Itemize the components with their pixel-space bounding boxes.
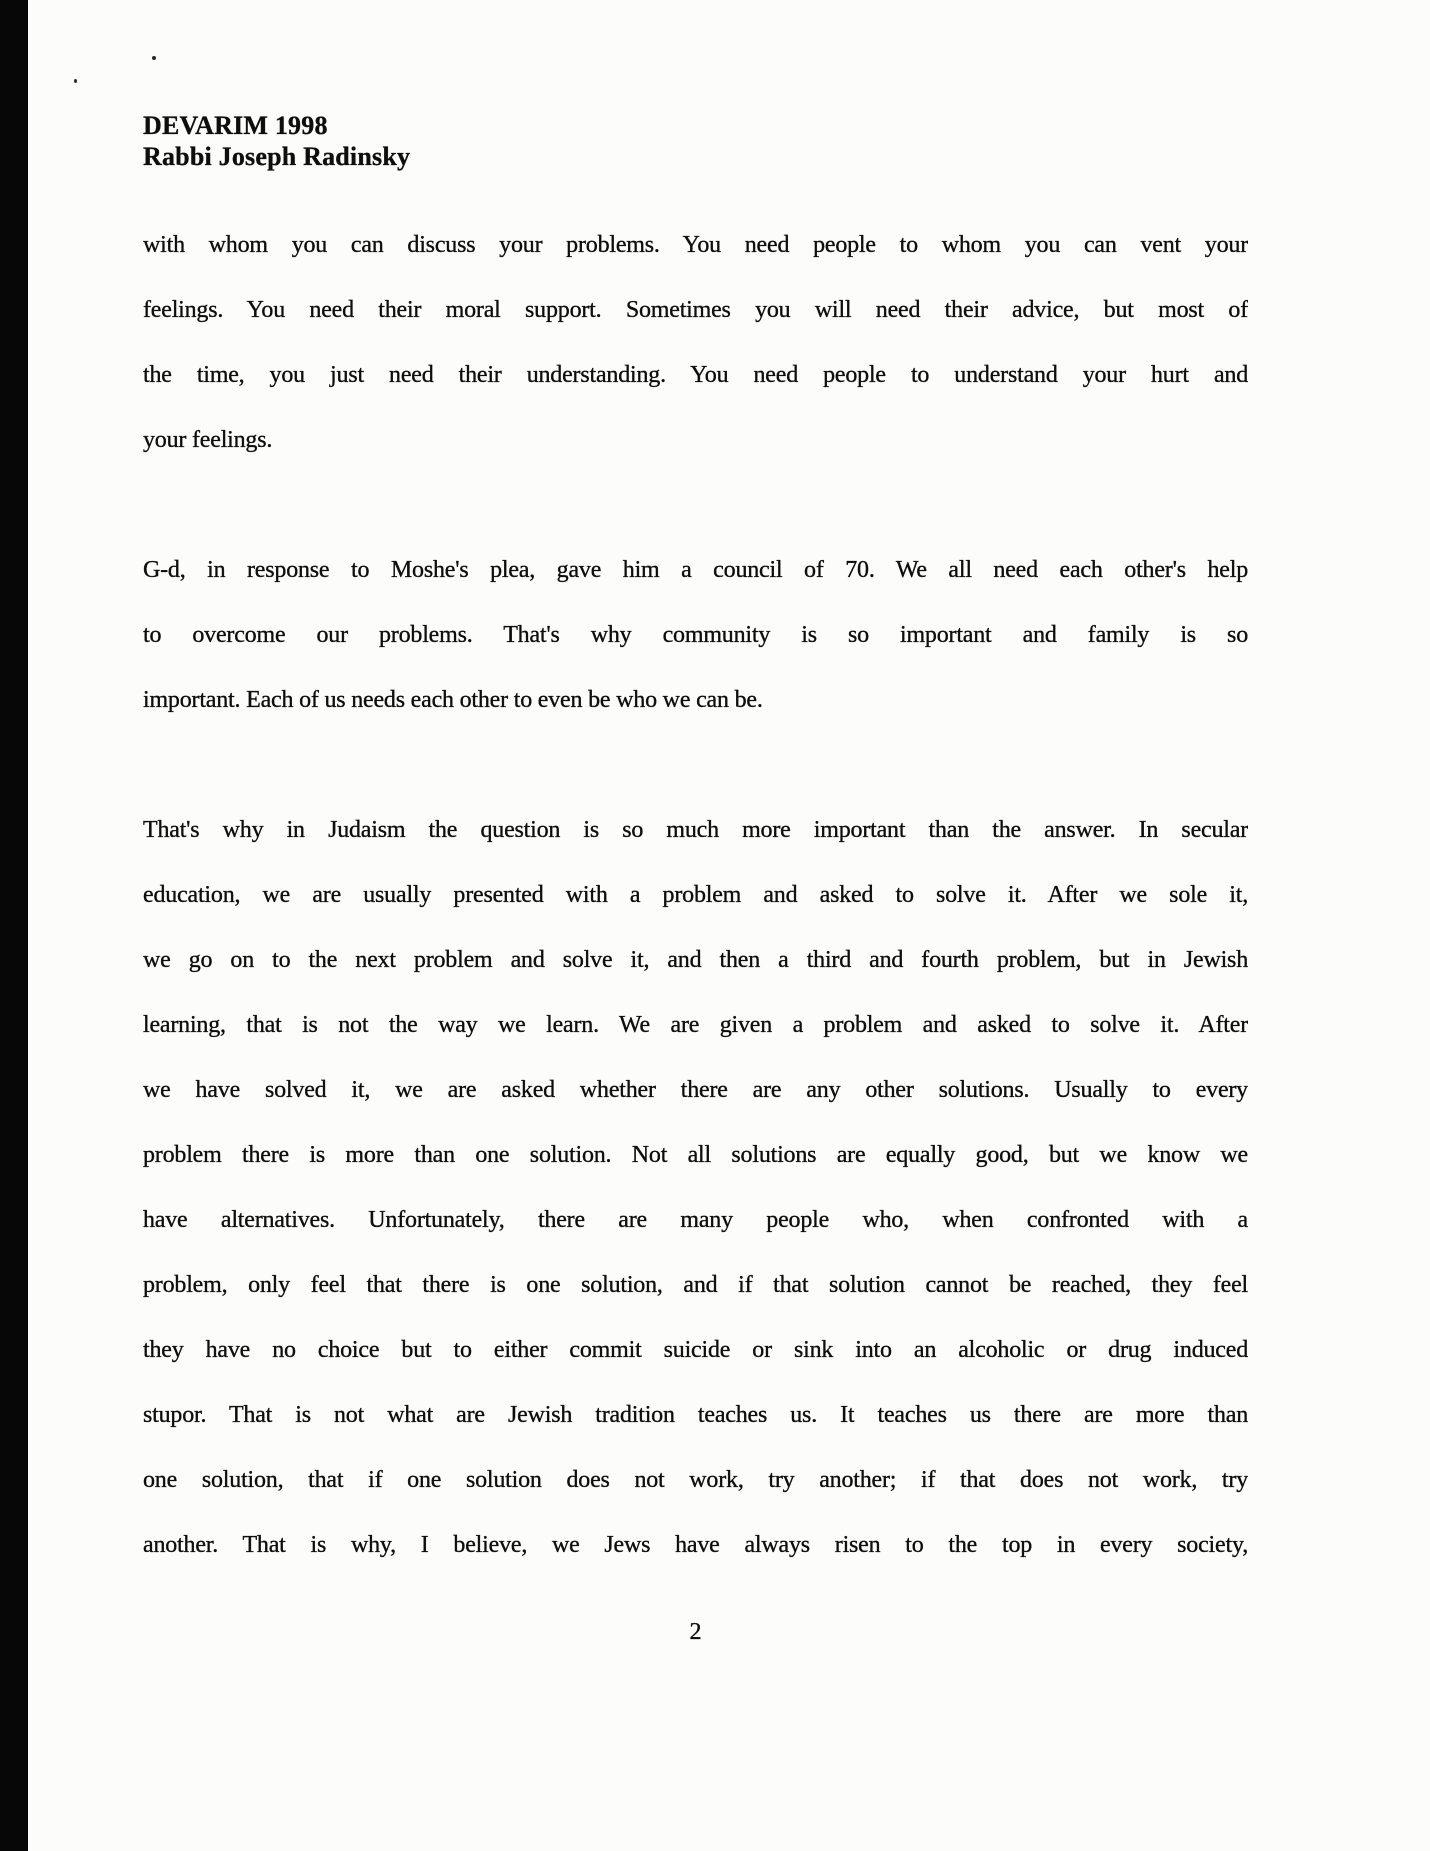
- text-line: education, we are usually presented with a problem and asked to solve it. After we sole it,: [143, 882, 1248, 908]
- text-line: That's why in Judaism the question is so much more important than the answer. In secular: [143, 817, 1248, 843]
- scan-speck: [74, 79, 77, 83]
- text-line: the time, you just need their understanding. You need people to understand your hurt and: [143, 362, 1248, 388]
- text-line: another. That is why, I believe, we Jews have always risen to the top in every society,: [143, 1532, 1248, 1558]
- text-line: important. Each of us needs each other to even be who we can be.: [143, 687, 763, 713]
- page-content: [143, 110, 1248, 1665]
- text-line: G-d, in response to Moshe's plea, gave him a council of 70. We all need each other's help: [143, 557, 1248, 583]
- text-line: with whom you can discuss your problems. You need people to whom you can vent your: [143, 232, 1248, 258]
- text-line: problem there is more than one solution. Not all solutions are equally good, but we know we: [143, 1142, 1248, 1168]
- text-line: one solution, that if one solution does not work, try another; if that does not work, try: [143, 1467, 1248, 1493]
- page-number: 2: [689, 1619, 702, 1645]
- text-line: they have no choice but to either commit suicide or sink into an alcoholic or drug induced: [143, 1337, 1248, 1363]
- scan-edge-artifact: [0, 0, 28, 1851]
- text-line: we go on to the next problem and solve it, and then a third and fourth problem, but in Jewish: [143, 947, 1248, 973]
- text-line: we have solved it, we are asked whether there are any other solutions. Usually to every: [143, 1077, 1248, 1103]
- text-line: stupor. That is not what are Jewish tradition teaches us. It teaches us there are more than: [143, 1402, 1248, 1428]
- text-line: your feelings.: [143, 427, 273, 453]
- document-author: Rabbi Joseph Radinsky: [143, 142, 411, 171]
- text-line: have alternatives. Unfortunately, there are many people who, when confronted with a: [143, 1207, 1248, 1233]
- document-header: [143, 110, 1248, 172]
- document-title: DEVARIM 1998: [143, 111, 328, 140]
- paragraph: [143, 798, 1248, 1578]
- paragraph: [143, 538, 1248, 733]
- paragraph: [143, 213, 1248, 473]
- text-line: problem, only feel that there is one solution, and if that solution cannot be reached, they feel: [143, 1272, 1248, 1298]
- document-body: [143, 213, 1248, 1578]
- text-line: to overcome our problems. That's why community is so important and family is so: [143, 622, 1248, 648]
- text-line: feelings. You need their moral support. Sometimes you will need their advice, but most of: [143, 297, 1248, 323]
- text-line: learning, that is not the way we learn. We are given a problem and asked to solve it. After: [143, 1012, 1248, 1038]
- scan-speck: [152, 56, 156, 60]
